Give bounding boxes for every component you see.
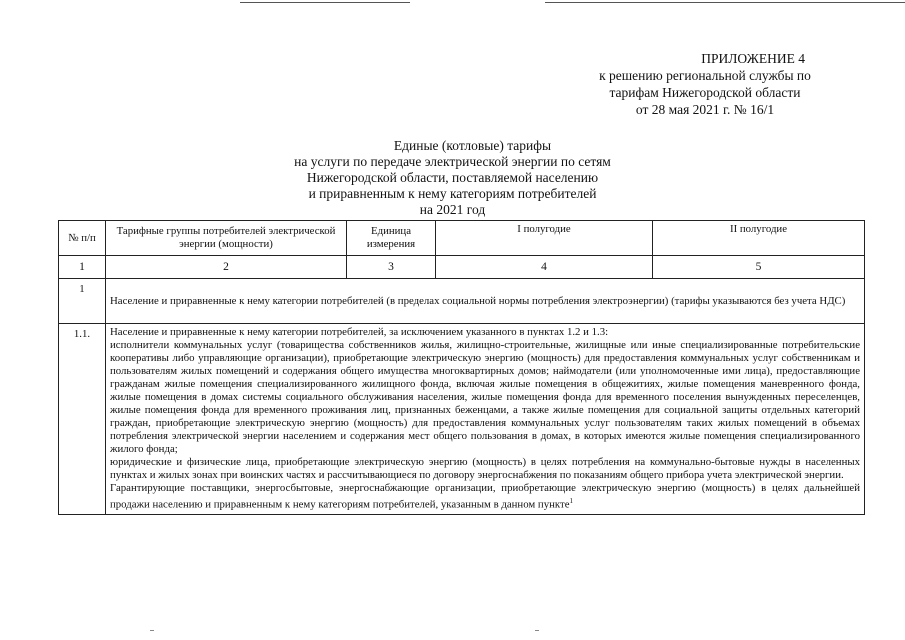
section-heading: Население и приравненные к нему категории потребителей (в пределах социальной нормы потребления электроэнергии) (тарифы указываются без учета НДС) [106, 279, 865, 324]
scan-edge-line [535, 630, 539, 631]
header-num: № п/п [59, 221, 106, 256]
column-number-row [59, 256, 865, 279]
col-number: 4 [436, 256, 653, 279]
scan-edge-line [150, 630, 154, 631]
title-line: на услуги по передаче электрической энергии по сетям [294, 154, 611, 169]
header-half2: II полугодие [653, 221, 865, 256]
row-paragraph: юридические и физические лица, приобретающие электрическую энергию (мощность) в целях потребления на коммунально-бытовые нужды в населенных пунктах и жилых зонах при воинских частях и рассчитывающиеся по договору энергоснабжения по показаниям общего прибора учета электрической энергии. [110, 456, 860, 481]
row-paragraph: Население и приравненные к нему категории потребителей, за исключением указанного в пунктах 1.2 и 1.3: [110, 326, 609, 338]
appendix-block [575, 50, 835, 118]
appendix-decision: к решению региональной службы по [599, 68, 811, 83]
appendix-authority: тарифам Нижегородской области [609, 85, 801, 100]
header-half1: I полугодие [436, 221, 653, 256]
row-paragraph [110, 482, 860, 512]
title-line: Нижегородской области, поставляемой населению [306, 170, 599, 185]
header-group: Тарифные группы потребителей электрической энергии (мощности) [106, 221, 347, 256]
title-line: и приравненным к нему категориям потребителей [308, 186, 597, 201]
appendix-date: от 28 мая 2021 г. № 16/1 [635, 102, 775, 117]
table-row [59, 324, 865, 515]
row-paragraph: исполнители коммунальных услуг (товарищества собственников жилья, жилищно-строительные, жилищные или иные специализированные потребительские кооперативы либо управляющие организации), приобретающие электрическую энергию (мощность) для предоставления коммунальных услуг собственникам и пользователям жилых помещений и содержания общего имущества многоквартирных домов; наймодатели (или уполномоченные ими лица), предоставляющие гражданам жилые помещения специализированного жилищного фонда, включая жилые помещения в общежитиях, жилые помещения маневренного фонда, жилые помещения в домах системы социального обслуживания населения, жилые помещения фонда для временного поселения вынужденных переселенцев, жилые помещения фонда для временного проживания лиц, признанных беженцами, а также жилые помещения для социальной защиты отдельных категорий граждан, приобретающие электрическую энергию (мощность) для предоставления коммунальных услуг пользователям таких жилых помещений в объемах потребления электрической энергии населением и содержания мест общего пользования в домах, в которых имеются жилые помещения специализированного жилого фонда; [110, 339, 860, 455]
row-description [106, 324, 865, 515]
header-unit: Единица измерения [347, 221, 436, 256]
table-row [59, 279, 865, 324]
col-number: 5 [653, 256, 865, 279]
col-number: 3 [347, 256, 436, 279]
col-number: 2 [106, 256, 347, 279]
footnote-mark: 1 [569, 497, 574, 505]
title-line: на 2021 год [419, 202, 486, 217]
document-title [0, 138, 905, 218]
col-number: 1 [59, 256, 106, 279]
row-number: 1 [59, 279, 106, 324]
row-paragraph-text: Гарантирующие поставщики, энергосбытовые, энергоснабжающие организации, приобретающие электрическую энергию (мощность) в целях дальнейшей продажи населению и приравненным к нему категориям потребителей, указанным в данном пункте [110, 482, 860, 511]
tariffs-table [58, 220, 865, 515]
row-number: 1.1. [59, 324, 106, 515]
appendix-number: ПРИЛОЖЕНИЕ 4 [701, 51, 805, 66]
scan-edge-line [240, 2, 410, 3]
table-header-row [59, 221, 865, 256]
title-line: Единые (котловые) тарифы [393, 138, 552, 153]
scan-edge-line [545, 2, 905, 3]
